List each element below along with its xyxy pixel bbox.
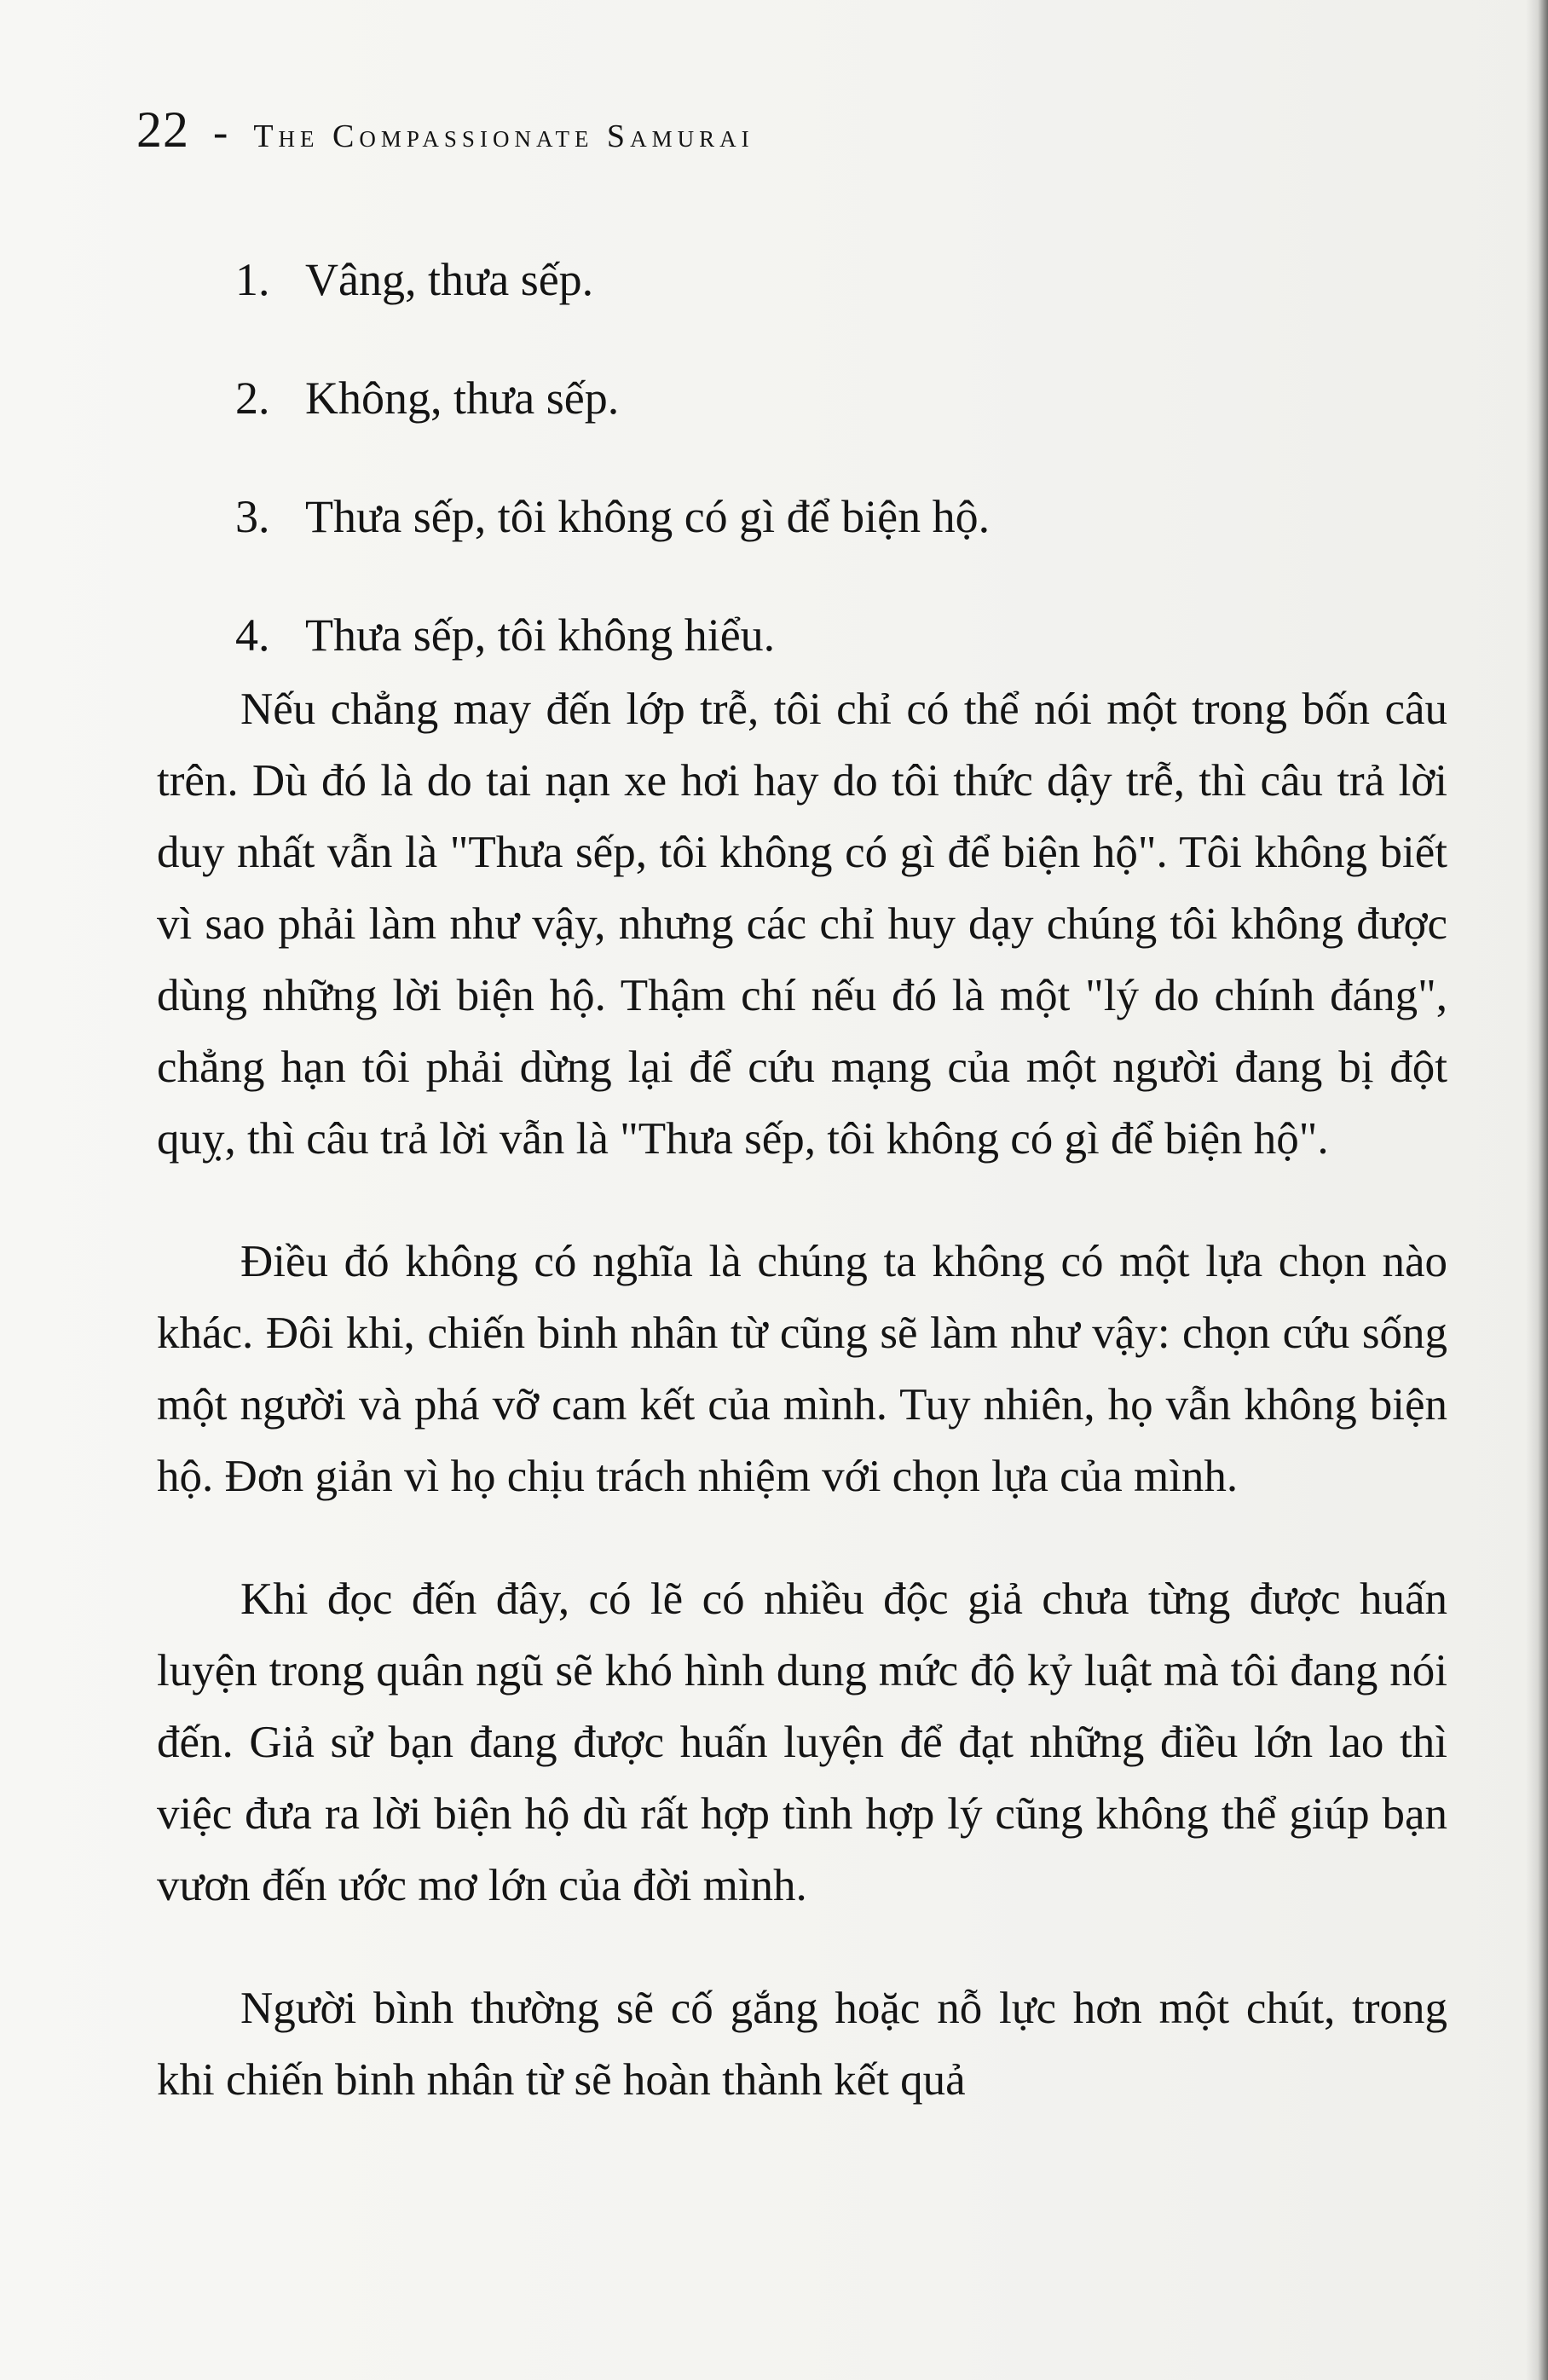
list-item-number: 3. xyxy=(235,491,270,542)
numbered-list xyxy=(235,249,990,723)
page-edge-shadow xyxy=(1526,0,1548,2380)
paragraph: Người bình thường sẽ cố gắng hoặc nỗ lực hơn một chút, trong khi chiến binh nhân từ sẽ hoàn thành kết quả xyxy=(157,1984,1447,2105)
list-item-number: 1. xyxy=(235,254,270,305)
list-item-text: Thưa sếp, tôi không hiểu. xyxy=(305,609,776,661)
list-item-text: Thưa sếp, tôi không có gì để biện hộ. xyxy=(305,491,991,542)
list-item-text: Vâng, thưa sếp. xyxy=(305,254,594,305)
list-item xyxy=(235,367,990,429)
list-item xyxy=(235,249,990,310)
running-header xyxy=(136,101,754,159)
list-item-number: 4. xyxy=(235,609,270,661)
header-separator: - xyxy=(213,108,228,157)
paragraph: Điều đó không có nghĩa là chúng ta không có một lựa chọn nào khác. Đôi khi, chiến binh nhân từ cũng sẽ làm như vậy: chọn cứu sống một người và phá vỡ cam kết của mình. Tuy nhiên, họ vẫn không biện hộ. Đơn giản vì họ chịu trách nhiệm với chọn lựa của mình. xyxy=(157,1237,1447,1501)
list-item-number: 2. xyxy=(235,373,270,424)
running-title: The Compassionate Samurai xyxy=(253,118,754,154)
page-number: 22 xyxy=(136,101,189,158)
list-item xyxy=(235,604,990,666)
list-item xyxy=(235,486,990,547)
list-item-text: Không, thưa sếp. xyxy=(305,373,620,424)
paragraph: Khi đọc đến đây, có lẽ có nhiều độc giả chưa từng được huấn luyện trong quân ngũ sẽ khó hình dung mức độ kỷ luật mà tôi đang nói đến. Giả sử bạn đang được huấn luyện để đạt những điều lớn lao thì việc đưa ra lời biện hộ dù rất hợp tình hợp lý cũng không thể giúp bạn vươn đến ước mơ lớn của đời mình. xyxy=(157,1574,1447,1910)
body-text xyxy=(157,673,1447,2167)
paragraph: Nếu chẳng may đến lớp trễ, tôi chỉ có thể nói một trong bốn câu trên. Dù đó là do tai nạn xe hơi hay do tôi thức dậy trễ, thì câu trả lời duy nhất vẫn là "Thưa sếp, tôi không có gì để biện hộ". Tôi không biết vì sao phải làm như vậy, nhưng các chỉ huy dạy chúng tôi không được dùng những lời biện hộ. Thậm chí nếu đó là một "lý do chính đáng", chẳng hạn tôi phải dừng lại để cứu mạng của một người đang bị đột quỵ, thì câu trả lời vẫn là "Thưa sếp, tôi không có gì để biện hộ". xyxy=(157,685,1447,1164)
